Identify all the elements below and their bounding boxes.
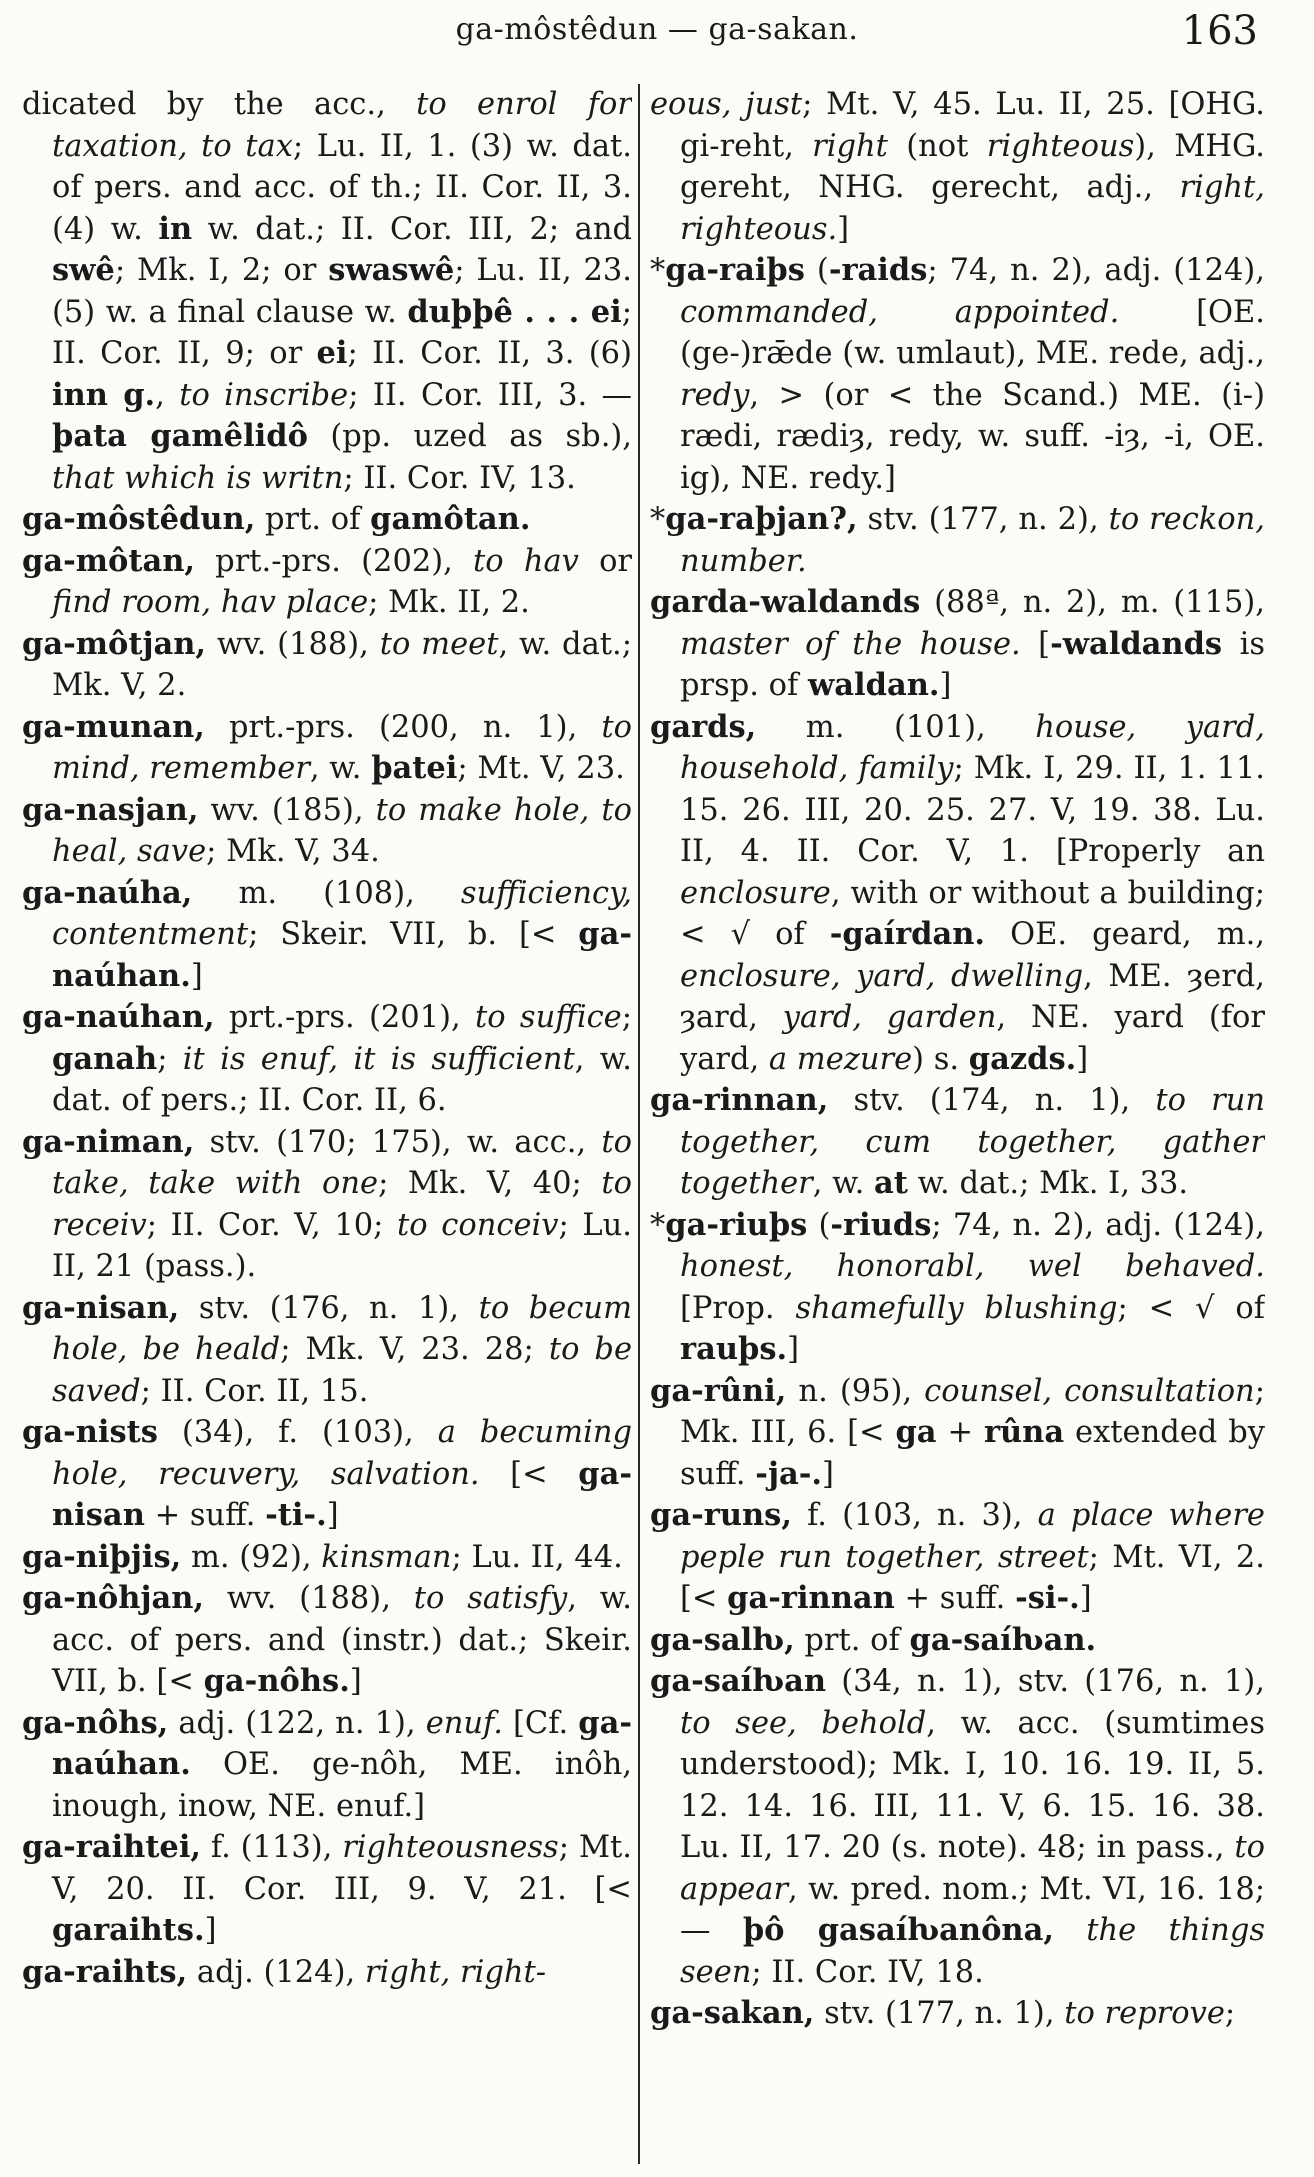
dictionary-entry: ga-nasjan, wv. (185), to make hole, to heal, save; Mk. V, 34. (22, 791, 632, 869)
column-divider (638, 84, 640, 2164)
dictionary-entry: ga-naúha, m. (108), sufficiency, contentment; Skeir. VII, b. [< ga-naúhan.] (22, 874, 632, 994)
dictionary-entry: ga-nists (34), f. (103), a becuming hole, recuvery, salvation. [< ga-nisan + suff. -ti-.] (22, 1414, 632, 1533)
dictionary-entry: *ga-raþjan?, stv. (177, n. 2), to reckon, number. (650, 501, 1265, 579)
right-column (650, 84, 1265, 2164)
dictionary-entry: ga-môtan, prt.-prs. (202), to hav or find room, hav place; Mk. II, 2. (22, 542, 632, 620)
dictionary-entry: ga-rinnan, stv. (174, n. 1), to run together, cum together, gather together, w. at w. dat.; Mk. I, 33. (650, 1082, 1265, 1201)
dictionary-entry: ga-niman, stv. (170; 175), w. acc., to take, take with one; Mk. V, 40; to receiv; II. Cor. V, 10; to conceiv; Lu. II, 21 (pass.). (22, 1123, 632, 1284)
dictionary-entry: ga-saíƕan (34, n. 1), stv. (176, n. 1), to see, behold, w. acc. (sumtimes understood); Mk. I, 10. 16. 19. II, 5. 12. 14. 16. III, 11. V, 6. 15. 16. 38. Lu. II, 17. 20 (s. note). 48; in pass., to appear, w. pred. nom.; Mt. VI, 16. 18; — þô gasaíƕanôna, the things seen; II. Cor. IV, 18. (650, 1663, 1265, 1990)
dictionary-entry: ga-raihts, adj. (124), right, right- (22, 1953, 547, 1990)
dictionary-entry: dicated by the acc., to enrol for taxation, to tax; Lu. II, 1. (3) w. dat. of pers. and acc. of th.; II. Cor. II, 3. (4) w. in w. dat.; II. Cor. III, 2; and swê; Mk. I, 2; or swaswê; Lu. II, 23. (5) w. a final clause w. duþþê . . . ei; II. Cor. II, 9; or ei; II. Cor. II, 3. (6) inn g., to inscribe; II. Cor. III, 3. — þata gamêlidô (pp. uzed as sb.), that which is writn; II. Cor. IV, 13. (22, 87, 632, 496)
dictionary-entry: ga-sakan, stv. (177, n. 1), to reprove; (650, 1995, 1236, 2031)
dictionary-entry: ga-nisan, stv. (176, n. 1), to becum hole, be heald; Mk. V, 23. 28; to be saved; II. Cor. II, 15. (22, 1289, 632, 1409)
dictionary-entry: gards, m. (101), house, yard, household, family; Mk. I, 29. II, 1. 11. 15. 26. III, 20. 25. 27. V, 19. 38. Lu. II, 4. II. Cor. V, 1. [Properly an enclosure, with or without a building; < √ of -gaírdan. OE. geard, m., enclosure, yard, dwelling, ME. ȝerd, ȝard, yard, garden, NE. yard (for yard, a mezure) s. gazds.] (650, 708, 1265, 1077)
dictionary-entry: *ga-riuþs (-riuds; 74, n. 2), adj. (124), honest, honorabl, wel behaved. [Prop. shamefully blushing; < √ of rauþs.] (650, 1206, 1265, 1367)
dictionary-entry: ga-salƕ, prt. of ga-saíƕan. (650, 1621, 1097, 1658)
dictionary-entry: ga-môtjan, wv. (188), to meet, w. dat.; Mk. V, 2. (22, 625, 632, 703)
dictionary-entry: ga-naúhan, prt.-prs. (201), to suffice; ganah; it is enuf, it is sufficient, w. dat. of pers.; II. Cor. II, 6. (22, 999, 632, 1118)
dictionary-entry: ga-môstêdun, prt. of gamôtan. (22, 501, 531, 537)
dictionary-entry: ga-nôhjan, wv. (188), to satisfy, w. acc. of pers. and (instr.) dat.; Skeir. VII, b. [< ga-nôhs.] (22, 1580, 632, 1699)
dictionary-entry: ga-raihtei, f. (113), righteousness; Mt. V, 20. II. Cor. III, 9. V, 21. [< garaihts.] (22, 1829, 632, 1948)
dictionary-entry: *ga-raiþs (-raids; 74, n. 2), adj. (124), commanded, appointed. [OE. (ge-)rǣde (w. umlaut), ME. rede, adj., redy, > (or < the Scand.) ME. (i-) rædi, rædiȝ, redy, w. suff. -iȝ, -i, OE. ig), NE. redy.] (650, 252, 1265, 496)
dictionary-entry: ga-munan, prt.-prs. (200, n. 1), to mind, remember, w. þatei; Mt. V, 23. (22, 708, 632, 786)
dictionary-entry: ga-rûni, n. (95), counsel, consultation; Mk. III, 6. [< ga + rûna extended by suff. -ja-.] (650, 1372, 1265, 1492)
page-number: 163 (1181, 8, 1258, 54)
dictionary-entry: ga-nôhs, adj. (122, n. 1), enuf. [Cf. ga-naúhan. OE. ge-nôh, ME. inôh, inough, inow, NE. enuf.] (22, 1704, 632, 1824)
left-column (22, 84, 632, 2164)
dictionary-entry: garda-waldands (88ª, n. 2), m. (115), master of the house. [-waldands is prsp. of waldan.] (650, 584, 1265, 703)
running-title: ga-môstêdun — ga-sakan. (455, 12, 859, 47)
dictionary-entry: ga-niþjis, m. (92), kinsman; Lu. II, 44. (22, 1538, 623, 1575)
dictionary-entry: eous, just; Mt. V, 45. Lu. II, 25. [OHG. gi-reht, right (not righteous), MHG. gereht, NHG. gerecht, adj., right, righteous.] (650, 87, 1265, 247)
page-header (0, 8, 1314, 64)
dictionary-entry: ga-runs, f. (103, n. 3), a place where peple run together, street; Mt. VI, 2. [< ga-rinnan + suff. -si-.] (650, 1497, 1265, 1616)
